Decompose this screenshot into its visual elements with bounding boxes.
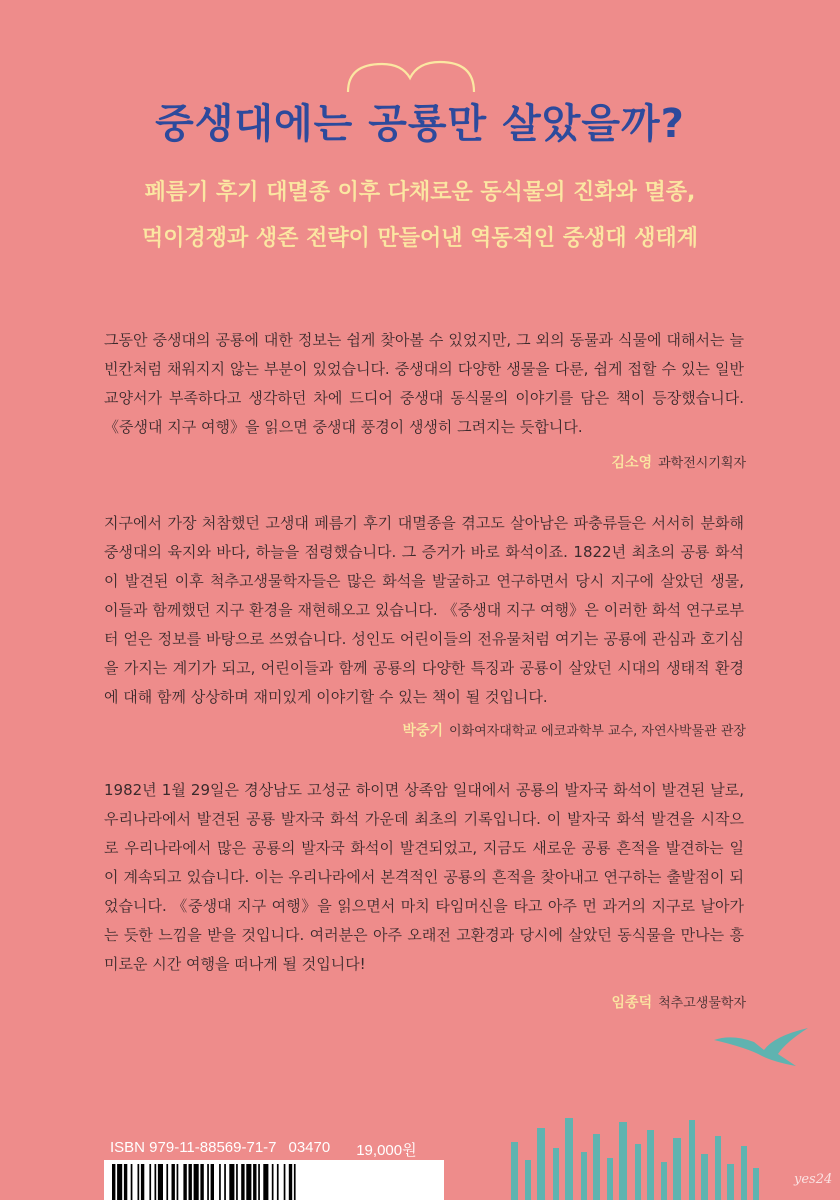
watermark: yes24 <box>794 1172 833 1187</box>
barcode-stripe <box>246 1164 251 1200</box>
barcode-stripe <box>166 1164 168 1200</box>
review-2-text: 지구에서 가장 처참했던 고생대 페름기 후기 대멸종을 겪고도 살아남은 파충류들은 서서히 분화해 중생대의 육지와 바다, 하늘을 점령했습니다. 그 증거가 바로 화석이죠. 1822년 최초의 공룡 화석이 발견된 이후 척추고생물학자들은 많은 화석을 발굴하고 연구하면서 당시 지구에 살았던 생물, 이들과 함께했던 지구 환경을 재현해오고 있습니다. 《중생대 지구 여행》은 이러한 화석 연구로부터 얻은 정보를 바탕으로 쓰였습니다. 성인도 어린이들의 전유물처럼 여기는 공룡에 관심과 호기심을 가지는 계기가 되고, 어린이들과 함께 공룡의 다양한 특징과 공룡이 살았던 시대의 생태적 환경에 대해 함께 상상하며 재미있게 이야기할 수 있는 책이 될 것입니다. <box>104 514 744 706</box>
barcode-stripe <box>124 1164 127 1200</box>
book-title: 중생대에는 공룡만 살았을까? <box>155 101 685 147</box>
barcode-stripe <box>177 1164 179 1200</box>
barcode-stripe <box>258 1164 260 1200</box>
cloud-arc-decoration-icon <box>344 58 494 94</box>
barcode-stripe <box>131 1164 133 1200</box>
barcode-stripe <box>158 1164 163 1200</box>
barcode-stripe <box>277 1164 279 1200</box>
barcode-stripe <box>241 1164 244 1200</box>
barcode-stripe <box>294 1164 296 1200</box>
price: 19,000원 <box>356 1142 417 1159</box>
barcode-stripe <box>219 1164 221 1200</box>
subtitle-line-1: 페름기 후기 대멸종 이후 다채로운 동식물의 진화와 멸종, <box>144 180 696 205</box>
barcode-stripe <box>112 1164 115 1200</box>
barcode-stripe <box>155 1164 157 1200</box>
review-3-text: 1982년 1월 29일은 경상남도 고성군 하이면 상족암 일대에서 공룡의 발자국 화석이 발견된 날로, 우리나라에서 발견된 공룡 발자국 화석 가운데 최초의 기록입니다. 이 발자국 화석 발견을 시작으로 우리나라에서 많은 공룡의 발자국 화석이 발견되었고, 지금도 새로운 공룡 흔적을 발견하는 일이 계속되고 있습니다. 이는 우리나라에서 본격적인 공룡의 흔적을 찾아내고 연구하는 출발점이 되었습니다. 《중생대 지구 여행》을 읽으면서 마치 타임머신을 타고 아주 먼 과거의 지구로 날아가는 듯한 느낌을 받을 것입니다. 여러분은 아주 오래전 고환경과 당시에 살았던 동식물을 만나는 흥미로운 시간 여행을 떠나게 될 것입니다! <box>104 781 744 973</box>
barcode-stripe <box>284 1164 286 1200</box>
barcode-stripe <box>229 1164 234 1200</box>
reviewer-role: 이화여자대학교 에코과학부 교수, 자연사박물관 관장 <box>449 724 746 739</box>
barcode-stripe <box>272 1164 274 1200</box>
barcode-stripe <box>263 1164 268 1200</box>
reviewer-role: 척추고생물학자 <box>658 996 746 1011</box>
reviewer-name: 김소영 <box>611 455 653 471</box>
barcode-stripe <box>200 1164 203 1200</box>
barcode-stripe <box>207 1164 209 1200</box>
barcode-stripe <box>141 1164 144 1200</box>
reviewer-name: 박중기 <box>402 723 444 739</box>
barcode-icon <box>112 1164 436 1200</box>
barcode-stripe <box>183 1164 186 1200</box>
isbn-row <box>110 1139 417 1160</box>
isbn-code: 03470 <box>288 1139 331 1156</box>
barcode-stripe <box>189 1164 192 1200</box>
subtitle <box>0 170 840 262</box>
barcode-stripe <box>138 1164 140 1200</box>
review-1-text: 그동안 중생대의 공룡에 대한 정보는 쉽게 찾아볼 수 있었지만, 그 외의 동물과 식물에 대해서는 늘 빈칸처럼 채워지지 않는 부분이 있었습니다. 중생대의 다양한 생물을 다룬, 쉽게 접할 수 있는 일반 교양서가 부족하다고 생각하던 차에 드디어 중생대 동식물의 이야기를 담은 책이 등장했습니다. 《중생대 지구 여행》을 읽으면 중생대 풍경이 생생히 그려지는 듯합니다. <box>104 331 744 436</box>
barcode-stripe <box>211 1164 214 1200</box>
isbn: ISBN 979-11-88569-71-7 <box>110 1139 277 1156</box>
barcode-stripe <box>236 1164 238 1200</box>
barcode-stripe <box>224 1164 226 1200</box>
reviewer-name: 임종덕 <box>611 995 653 1011</box>
title-block <box>0 92 840 149</box>
review-3-attribution <box>612 992 746 1012</box>
barcode-stripe <box>289 1164 292 1200</box>
reviewer-role: 과학전시기획자 <box>658 456 746 471</box>
barcode-stripe <box>117 1164 122 1200</box>
barcode-stripe <box>149 1164 151 1200</box>
review-2-attribution <box>402 720 746 740</box>
pterosaur-bird-icon <box>712 1020 812 1070</box>
barcode-stripe <box>194 1164 199 1200</box>
barcode-stripe <box>172 1164 175 1200</box>
subtitle-line-2: 먹이경쟁과 생존 전략이 만들어낸 역동적인 중생대 생태계 <box>141 226 698 251</box>
barcode-stripe <box>253 1164 256 1200</box>
grass-illustration-icon <box>505 1108 775 1200</box>
review-1-attribution <box>612 452 746 472</box>
